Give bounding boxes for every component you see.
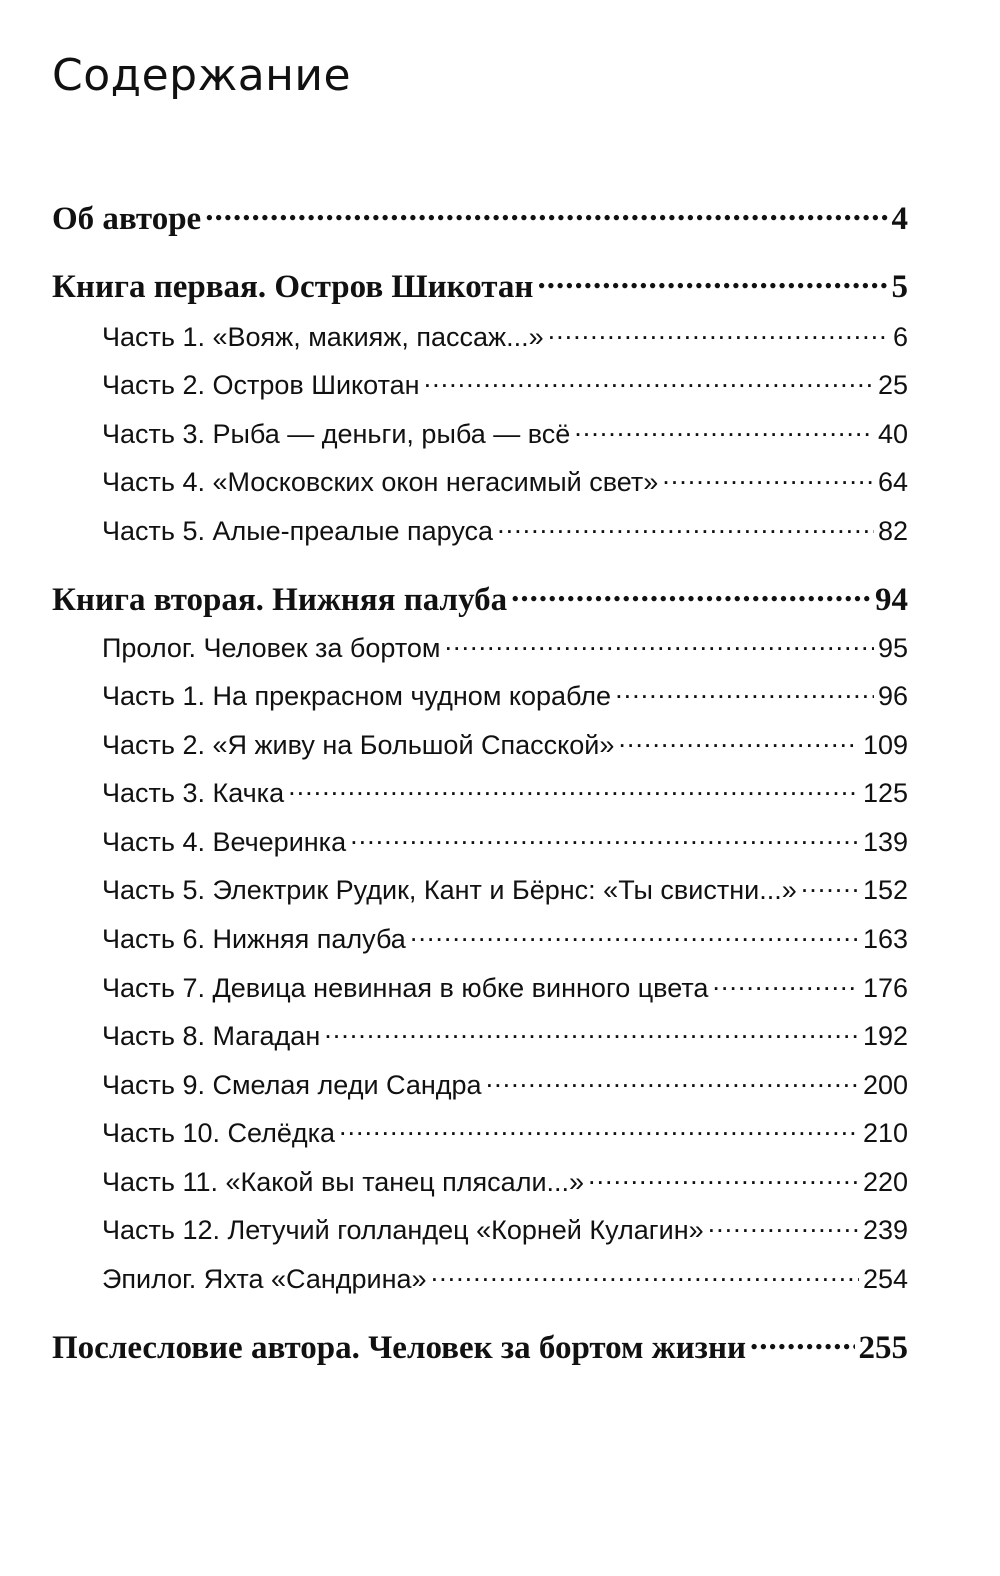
dot-leader (288, 775, 859, 802)
dot-leader (548, 319, 889, 346)
toc-entry-page: 109 (862, 730, 908, 760)
toc-entry[interactable] (102, 1115, 908, 1149)
dot-leader (615, 678, 874, 705)
toc-entry-label: Часть 1. «Вояж, макияж, пассаж...» (102, 322, 544, 352)
dot-leader (712, 970, 859, 997)
toc-entry-label: Часть 4. «Московских окон негасимый свет» (102, 467, 659, 497)
dot-leader (350, 824, 859, 851)
toc-entry-page: 163 (862, 924, 908, 954)
dot-leader (588, 1164, 859, 1191)
toc-entry-afterword[interactable] (52, 1325, 908, 1367)
toc-entry[interactable] (102, 630, 908, 664)
dot-leader (497, 513, 874, 540)
toc-entry-label: Часть 1. На прекрасном чудном корабле (102, 681, 612, 711)
toc-entry-page: 6 (892, 322, 908, 352)
toc-entry-label: Часть 6. Нижняя палуба (102, 924, 406, 954)
dot-leader (750, 1325, 855, 1358)
toc-entry-label: Часть 5. Алые-преалые паруса (102, 516, 494, 546)
toc-entry[interactable] (102, 416, 908, 450)
dot-leader (205, 196, 887, 229)
toc-entry-page: 82 (877, 516, 908, 546)
toc-entry-page: 239 (862, 1215, 908, 1245)
toc-entry-page: 96 (877, 681, 908, 711)
toc-entry-page: 64 (877, 467, 908, 497)
toc-entry-page: 95 (877, 633, 908, 663)
dot-leader (486, 1067, 859, 1094)
toc-entry[interactable] (102, 513, 908, 547)
toc-entry[interactable] (102, 1067, 908, 1101)
toc-entry-label: Часть 9. Смелая леди Сандра (102, 1070, 482, 1100)
toc-entry[interactable] (102, 872, 908, 906)
toc-entry-page: 254 (862, 1264, 908, 1294)
toc-entry[interactable] (102, 319, 908, 353)
toc-entry-page: 176 (862, 973, 908, 1003)
dot-leader (708, 1212, 859, 1239)
toc-entry-page: 94 (875, 582, 908, 618)
toc-entry-label: Книга вторая. Нижняя палуба (52, 582, 508, 618)
toc-entry-label: Пролог. Человек за бортом (102, 633, 441, 663)
toc-entry[interactable] (102, 921, 908, 955)
dot-leader (424, 367, 874, 394)
toc-entry-page: 139 (862, 827, 908, 857)
toc-entry[interactable] (102, 727, 908, 761)
toc-entry-page: 192 (862, 1021, 908, 1051)
toc-entry[interactable] (102, 1164, 908, 1198)
toc-entry-page: 200 (862, 1070, 908, 1100)
toc-entry-page: 210 (862, 1118, 908, 1148)
toc-entry[interactable] (102, 1261, 908, 1295)
toc-entry-page: 220 (862, 1167, 908, 1197)
toc-entry-label: Часть 5. Электрик Рудик, Кант и Бёрнс: «Ты свистни...» (102, 875, 797, 905)
toc-entry-label: Часть 2. Остров Шикотан (102, 370, 420, 400)
dot-leader (431, 1261, 859, 1288)
toc-entry[interactable] (102, 1212, 908, 1246)
dot-leader (801, 872, 859, 899)
toc-entry-label: Часть 2. «Я живу на Большой Спасской» (102, 730, 615, 760)
toc-entry-label: Послесловие автора. Человек за бортом жизни (52, 1330, 746, 1366)
toc-entry-label: Часть 10. Селёдка (102, 1118, 336, 1148)
dot-leader (574, 416, 874, 443)
dot-leader (537, 264, 887, 297)
toc-entry-book-one[interactable] (52, 264, 908, 306)
toc-entry-label: Часть 4. Вечеринка (102, 827, 347, 857)
dot-leader (618, 727, 859, 754)
dot-leader (339, 1115, 859, 1142)
toc-entry-label: Об авторе (52, 201, 202, 237)
toc-entry[interactable] (102, 824, 908, 858)
toc-entry-label: Часть 8. Магадан (102, 1021, 321, 1051)
toc-entry[interactable] (102, 775, 908, 809)
toc-entry-page: 4 (891, 201, 908, 237)
toc-entry-label: Часть 7. Девица невинная в юбке винного цвета (102, 973, 709, 1003)
toc-entry-page: 152 (862, 875, 908, 905)
toc-entry-about-author[interactable] (52, 196, 908, 238)
toc-entry-book-two[interactable] (52, 577, 908, 619)
toc-entry-label: Часть 3. Рыба — деньги, рыба — всё (102, 419, 571, 449)
toc-entry-page: 255 (858, 1330, 908, 1366)
toc-entry-page: 40 (877, 419, 908, 449)
toc-entry-label: Книга первая. Остров Шикотан (52, 269, 534, 305)
toc-entry[interactable] (102, 367, 908, 401)
toc-entry-label: Эпилог. Яхта «Сандрина» (102, 1264, 427, 1294)
dot-leader (662, 464, 874, 491)
dot-leader (444, 630, 873, 657)
toc-entry-label: Часть 12. Летучий голландец «Корней Кулагин» (102, 1215, 704, 1245)
dot-leader (324, 1018, 859, 1045)
dot-leader (410, 921, 859, 948)
page-title: Содержание (52, 50, 352, 101)
toc-entry[interactable] (102, 464, 908, 498)
toc-entry-page: 125 (862, 778, 908, 808)
toc-entry[interactable] (102, 970, 908, 1004)
toc-entry-page: 5 (891, 269, 908, 305)
dot-leader (511, 577, 871, 610)
toc-entry[interactable] (102, 678, 908, 712)
toc-entry-label: Часть 11. «Какой вы танец плясали...» (102, 1167, 585, 1197)
toc-entry-label: Часть 3. Качка (102, 778, 285, 808)
toc-entry-page: 25 (877, 370, 908, 400)
toc-entry[interactable] (102, 1018, 908, 1052)
